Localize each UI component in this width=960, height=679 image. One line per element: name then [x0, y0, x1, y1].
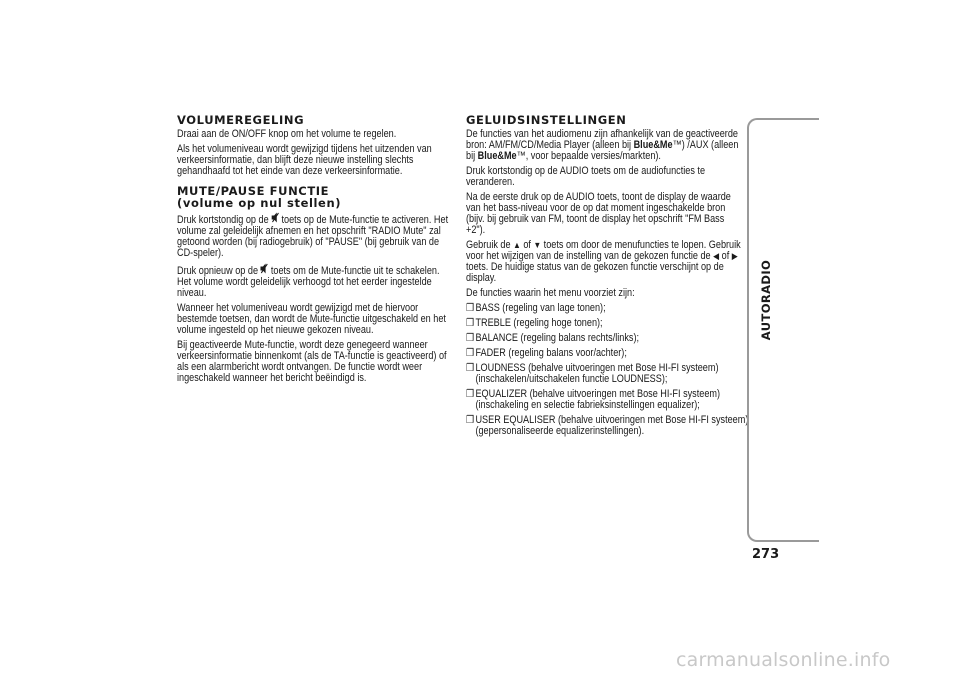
list-item: ❒LOUDNESS (behalve uitvoeringen met Bose HI-FI systeem) (inschakelen/uitschakelen functie LOUDNESS); — [466, 362, 719, 385]
brand-blueme: Blue&Me — [633, 139, 673, 151]
arrow-up-icon: ▲ — [513, 240, 521, 250]
heading-mute — [177, 185, 453, 209]
mute-paragraph-2 — [177, 263, 452, 299]
checkbox-bullet-icon: ❒ — [466, 362, 475, 374]
page-number: 273 — [752, 547, 780, 562]
list-item: ❒FADER (regeling balans voor/achter); — [466, 347, 627, 359]
sound-p4-or-2: of — [721, 250, 730, 262]
sound-p1-text-b: ™) /AUX (alleen bij — [466, 139, 739, 162]
sound-p1-text-a: De functies van het audiomenu zijn afhankelijk van de geactiveerde bron: AM/FM/CD/Media Player (alleen bij — [466, 128, 738, 151]
sound-p4-or-1: of — [523, 239, 531, 251]
arrow-down-icon: ▼ — [533, 240, 542, 250]
right-column — [466, 113, 749, 441]
sound-paragraph-2: Druk kortstondig op de AUDIO toets om de audiofuncties te veranderen. — [466, 165, 706, 188]
checkbox-bullet-icon: ❒ — [466, 388, 475, 400]
mute-paragraph-1 — [177, 212, 452, 259]
sound-p1-text-c: ™, voor bepaalde versies/markten). — [516, 150, 661, 162]
section-tab-label: AUTORADIO — [759, 259, 773, 341]
left-column — [177, 114, 453, 388]
mute-paragraph-3: Wanneer het volumeniveau wordt gewijzigd met de hiervoor bestemde toetsen, dan wordt de Mute-functie uitgeschakeld en het volume ingesteld op het nieuwe gekozen niveau. — [177, 302, 446, 336]
sound-paragraph-3: Na de eerste druk op de AUDIO toets, toont de display de waarde van het bass-niveau voor de op dat moment ingeschakelde bron (bijv. bij gebruik van FM, toont de display het opschrift "FM Bass +2"). — [466, 191, 731, 236]
checkbox-bullet-icon: ❒ — [466, 317, 475, 329]
volume-paragraph-1: Draai aan de ON/OFF knop om het volume te regelen. — [177, 128, 397, 140]
mute-p2-text-a: Druk opnieuw op de — [177, 265, 259, 277]
list-item: ❒TREBLE (regeling hoge tonen); — [466, 317, 603, 329]
arrow-left-icon: ◀ — [713, 251, 720, 261]
mute-p1-text-b: toets op de Mute-functie te activeren. Het volume zal geleidelijk afnemen en het opschrift "RADIO Mute" zal getoond worden (bij radiogebruik) of "PAUSE" (bij gebruik van de CD-speler). — [177, 214, 449, 259]
sound-p4-text-c: toets. De huidige status van de gekozen functie verschijnt op de display. — [466, 261, 724, 284]
sound-paragraph-4 — [466, 240, 743, 284]
list-item: ❒USER EQUALISER (behalve uitvoeringen met Bose HI-FI systeem) (gepersonaliseerde equalizerinstellingen). — [466, 414, 749, 437]
arrow-right-icon: ▶ — [731, 251, 738, 261]
brand-blueme-2: Blue&Me — [477, 150, 517, 162]
list-item: ❒EQUALIZER (behalve uitvoeringen met Bose HI-FI systeem) (inschakeling en selectie fabrieksinstellingen equalizer); — [466, 388, 721, 411]
heading-mute-line-2: (volume op nul stellen) — [177, 196, 342, 210]
watermark: carmanualsonline.info — [676, 649, 891, 671]
checkbox-bullet-icon: ❒ — [466, 414, 475, 426]
sound-paragraph-5: De functies waarin het menu voorziet zijn: — [466, 287, 635, 299]
list-item: ❒BALANCE (regeling balans rechts/links); — [466, 332, 640, 344]
sound-paragraph-1 — [466, 129, 743, 162]
mute-p2-text-b: toets om de Mute-functie uit te schakelen. Het volume wordt geleidelijk verhoogd tot het eerder ingestelde niveau. — [177, 265, 440, 299]
heading-volume: VOLUMEREGELING — [177, 113, 305, 127]
audio-functions-list — [466, 302, 749, 437]
heading-mute-line-1: MUTE/PAUSE FUNCTIE — [177, 184, 330, 198]
volume-paragraph-2: Als het volumeniveau wordt gewijzigd tijdens het uitzenden van verkeersinformatie, dan blijft deze nieuwe instelling slechts gehandhaafd tot het einde van deze verkeersinformatie. — [177, 143, 432, 177]
sound-p4-text-b: toets om door de menufuncties te lopen. Gebruik voor het wijzigen van de instelling van de gekozen functie de — [466, 239, 741, 262]
sound-p4-text-a: Gebruik de — [466, 239, 511, 251]
mute-button-icon — [261, 263, 269, 277]
checkbox-bullet-icon: ❒ — [466, 332, 475, 344]
checkbox-bullet-icon: ❒ — [466, 347, 475, 359]
checkbox-bullet-icon: ❒ — [466, 302, 475, 314]
list-item: ❒BASS (regeling van lage tonen); — [466, 302, 606, 314]
mute-button-icon — [271, 212, 279, 226]
heading-sound-settings: GELUIDSINSTELLINGEN — [466, 113, 627, 127]
mute-p1-text-a: Druk kortstondig op de — [177, 214, 269, 226]
mute-paragraph-4: Bij geactiveerde Mute-functie, wordt deze genegeerd wanneer verkeersinformatie binnenkomt (als de TA-functie is geactiveerd) of als een alarmbericht wordt ontvangen. De functie wordt weer ingeschakeld wanneer het bericht beëindigd is. — [177, 339, 447, 384]
